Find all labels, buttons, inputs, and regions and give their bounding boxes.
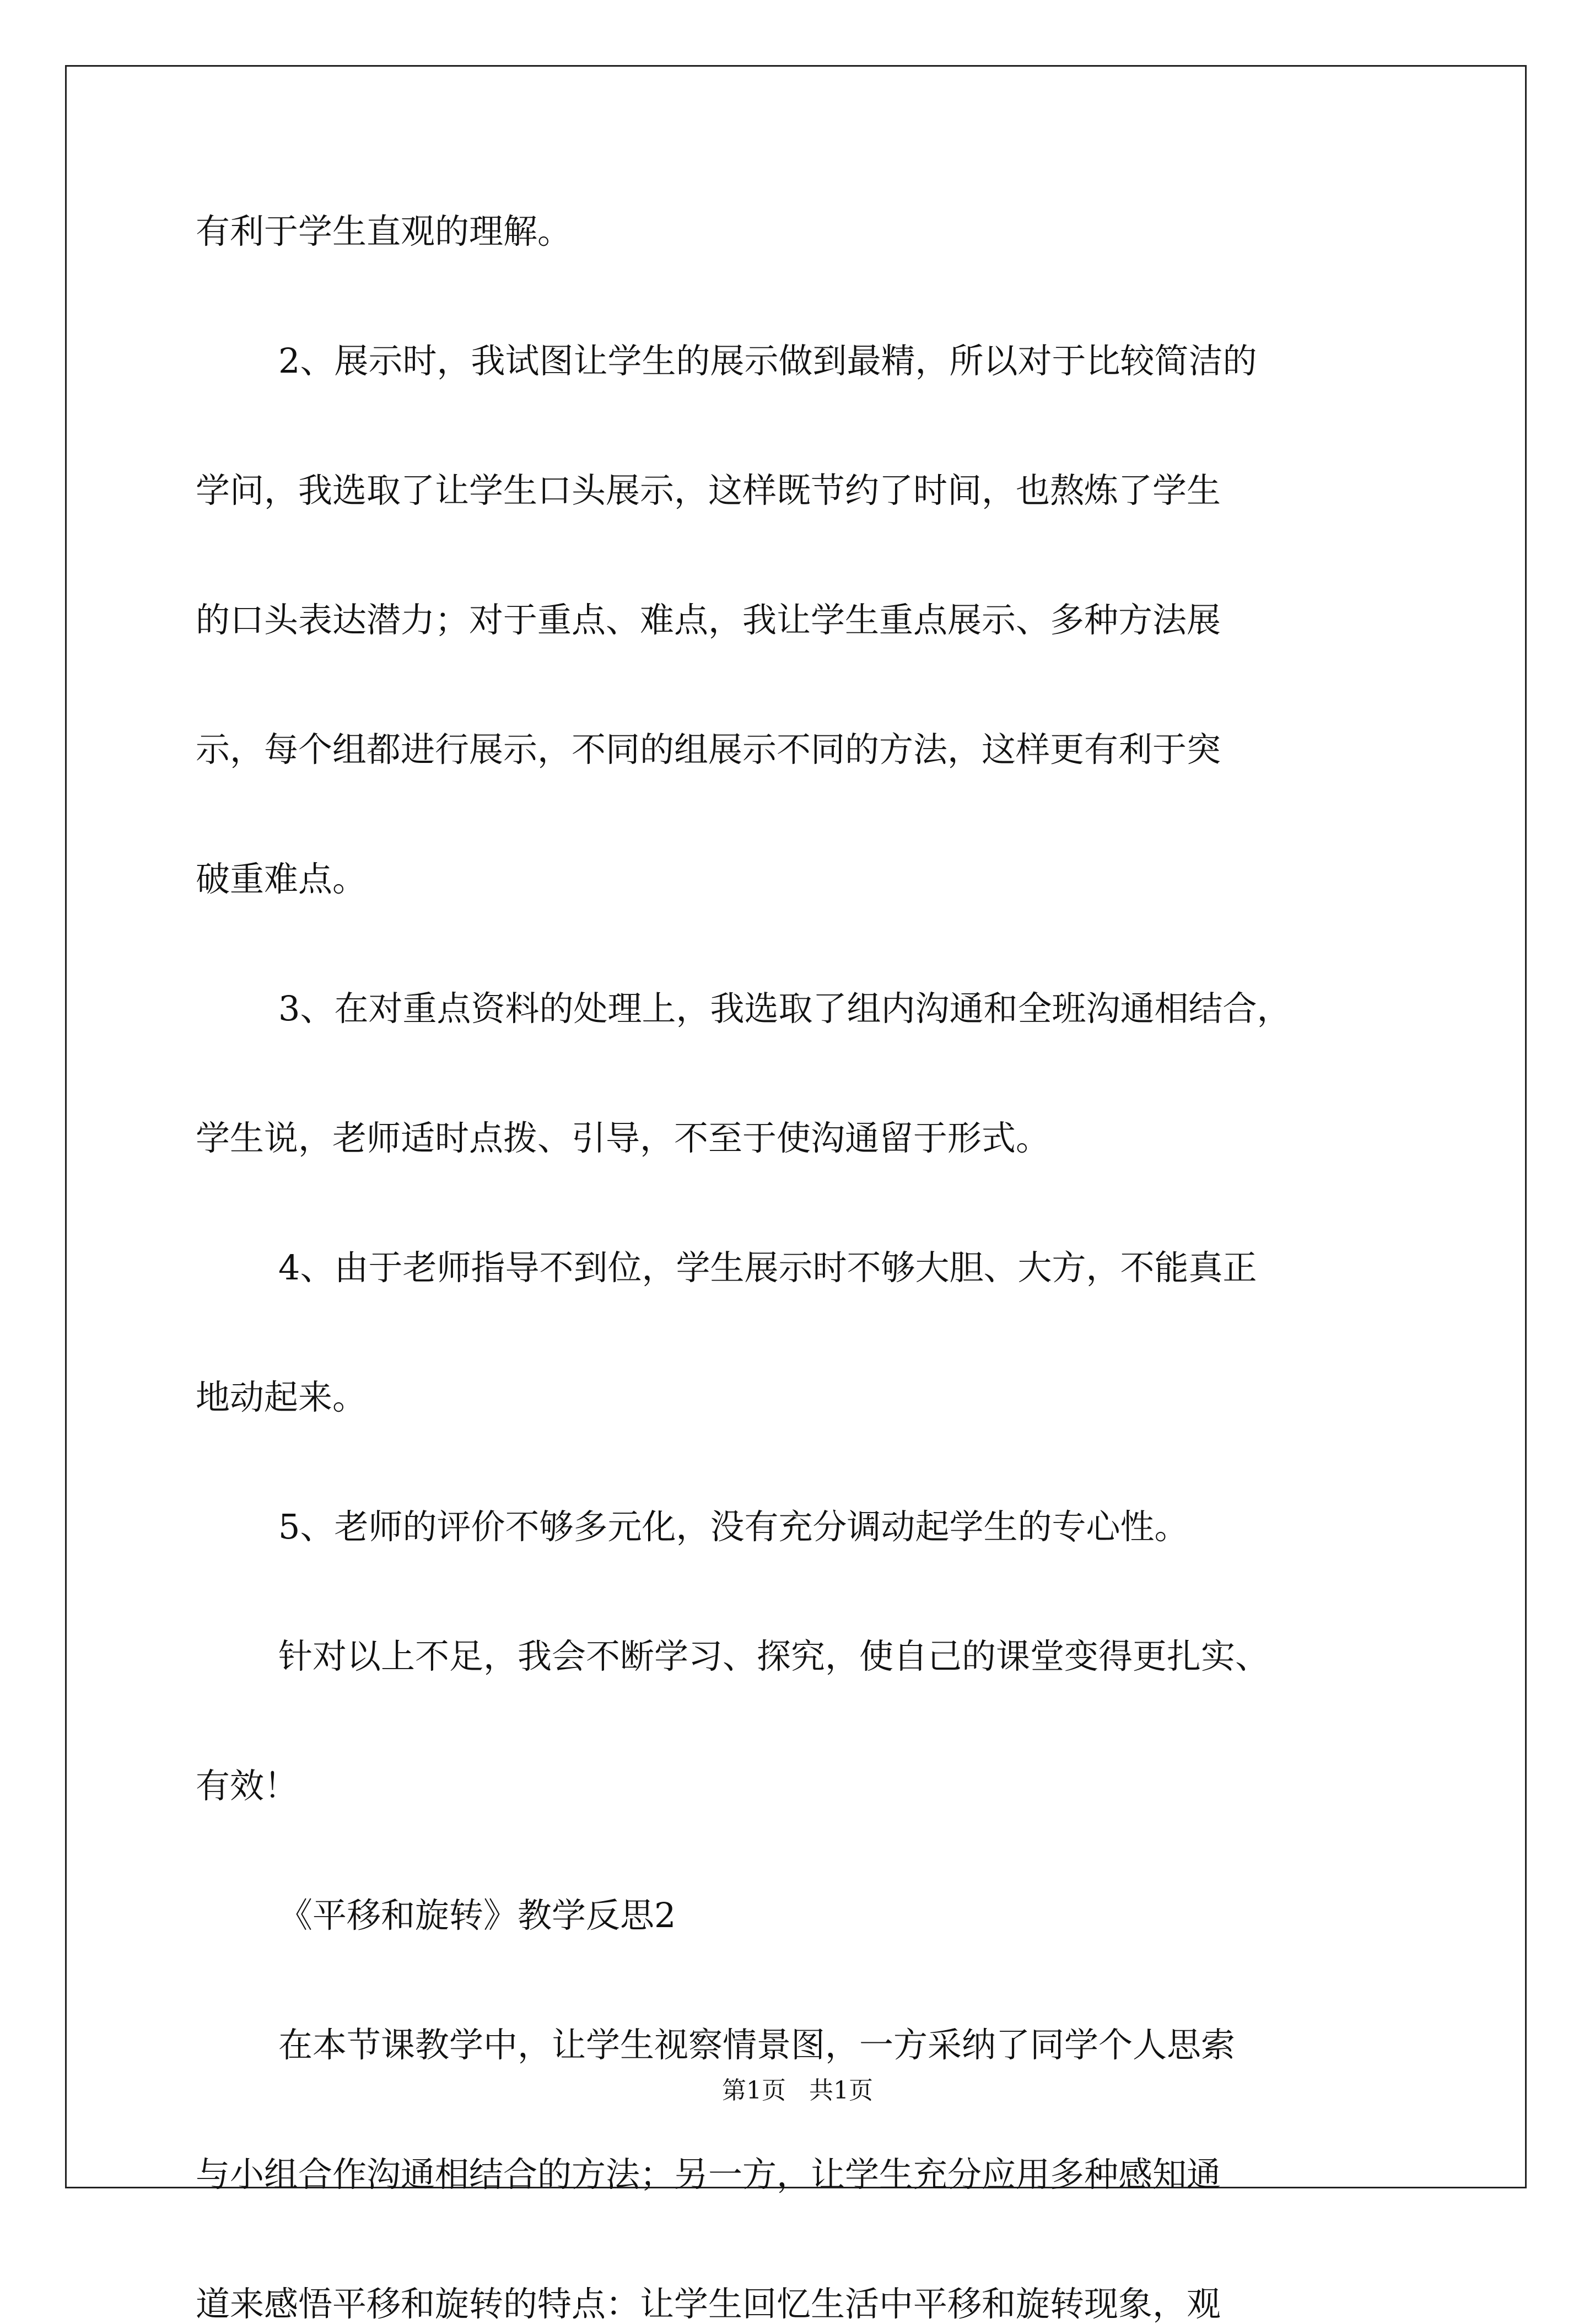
paragraph-line: 示，每个组都进行展示，不同的组展示不同的方法，这样更有利于突: [196, 729, 1221, 770]
paragraph-line: 学生说，老师适时点拨、引导，不至于使沟通留于形式。: [196, 1118, 1050, 1158]
paragraph-line: 破重难点。: [196, 859, 367, 899]
paragraph-line: 与小组合作沟通相结合的方法；另一方，让学生充分应用多种感知通: [196, 2154, 1221, 2194]
section-heading: 《平移和旋转》教学反思2: [278, 1895, 676, 1935]
paragraph-line: 4、由于老师指导不到位，学生展示时不够大胆、大方，不能真正: [278, 1247, 1257, 1288]
paragraph-line: 有效！: [196, 1766, 299, 1806]
paragraph-line: 道来感悟平移和旋转的特点：让学生回忆生活中平移和旋转现象，观: [196, 2284, 1221, 2324]
paragraph-line: 2、展示时，我试图让学生的展示做到最精，所以对于比较简洁的: [278, 341, 1257, 381]
paragraph-line: 在本节课教学中，让学生视察情景图，一方采纳了同学个人思索: [278, 2025, 1236, 2065]
paragraph-line: 针对以上不足，我会不断学习、探究，使自己的课堂变得更扎实、: [278, 1636, 1270, 1676]
paragraph-line: 5、老师的评价不够多元化，没有充分调动起学生的专心性。: [278, 1507, 1189, 1547]
paragraph-line: 3、在对重点资料的处理上，我选取了组内沟通和全班沟通相结合，: [278, 988, 1291, 1029]
paragraph-line: 有利于学生直观的理解。: [196, 211, 572, 251]
page-number-footer: 第1页 共1页: [722, 2076, 873, 2105]
paragraph-line: 的口头表达潜力；对于重点、难点，我让学生重点展示、多种方法展: [196, 600, 1221, 640]
paragraph-line: 学问，我选取了让学生口头展示，这样既节约了时间，也熬炼了学生: [196, 470, 1221, 510]
paragraph-line: 地动起来。: [196, 1377, 367, 1417]
